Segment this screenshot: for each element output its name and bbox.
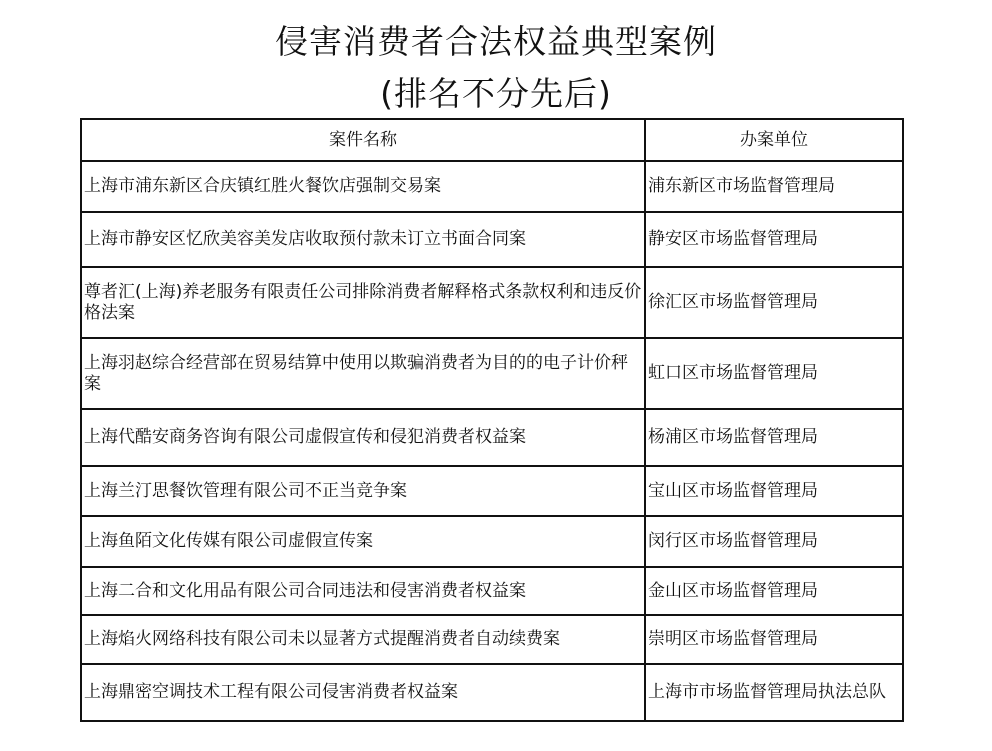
case-name-cell: 上海兰汀思餐饮管理有限公司不正当竞争案 xyxy=(81,466,645,516)
agency-cell: 崇明区市场监督管理局 xyxy=(645,615,903,664)
agency-cell: 杨浦区市场监督管理局 xyxy=(645,409,903,466)
case-name-cell: 上海焰火网络科技有限公司未以显著方式提醒消费者自动续费案 xyxy=(81,615,645,664)
agency-cell: 上海市市场监督管理局执法总队 xyxy=(645,664,903,721)
case-name-cell: 尊者汇(上海)养老服务有限责任公司排除消费者解释格式条款权利和违反价格法案 xyxy=(81,267,645,338)
agency-cell: 宝山区市场监督管理局 xyxy=(645,466,903,516)
table-row xyxy=(81,615,903,664)
agency-cell: 虹口区市场监督管理局 xyxy=(645,338,903,409)
table-row xyxy=(81,567,903,615)
agency-cell: 金山区市场监督管理局 xyxy=(645,567,903,615)
agency-cell: 闵行区市场监督管理局 xyxy=(645,516,903,567)
header-agency: 办案单位 xyxy=(645,119,903,161)
agency-cell: 静安区市场监督管理局 xyxy=(645,212,903,267)
case-name-cell: 上海二合和文化用品有限公司合同违法和侵害消费者权益案 xyxy=(81,567,645,615)
case-name-cell: 上海鼎密空调技术工程有限公司侵害消费者权益案 xyxy=(81,664,645,721)
table-row xyxy=(81,161,903,212)
document-title: 侵害消费者合法权益典型案例 xyxy=(275,22,717,61)
header-row xyxy=(81,119,903,161)
table-row xyxy=(81,664,903,721)
case-name-cell: 上海鱼陌文化传媒有限公司虚假宣传案 xyxy=(81,516,645,567)
table-row xyxy=(81,267,903,338)
header-case-name: 案件名称 xyxy=(81,119,645,161)
table-row xyxy=(81,466,903,516)
agency-cell: 徐汇区市场监督管理局 xyxy=(645,267,903,338)
table-row xyxy=(81,338,903,409)
table-row xyxy=(81,516,903,567)
agency-cell: 浦东新区市场监督管理局 xyxy=(645,161,903,212)
cases-table xyxy=(80,118,904,722)
case-name-cell: 上海市静安区忆欣美容美发店收取预付款未订立书面合同案 xyxy=(81,212,645,267)
case-name-cell: 上海代酷安商务咨询有限公司虚假宣传和侵犯消费者权益案 xyxy=(81,409,645,466)
case-name-cell: 上海羽赵综合经营部在贸易结算中使用以欺骗消费者为目的的电子计价秤案 xyxy=(81,338,645,409)
case-name-cell: 上海市浦东新区合庆镇红胜火餐饮店强制交易案 xyxy=(81,161,645,212)
table-row xyxy=(81,409,903,466)
document-subtitle: (排名不分先后) xyxy=(380,74,612,113)
table-row xyxy=(81,212,903,267)
